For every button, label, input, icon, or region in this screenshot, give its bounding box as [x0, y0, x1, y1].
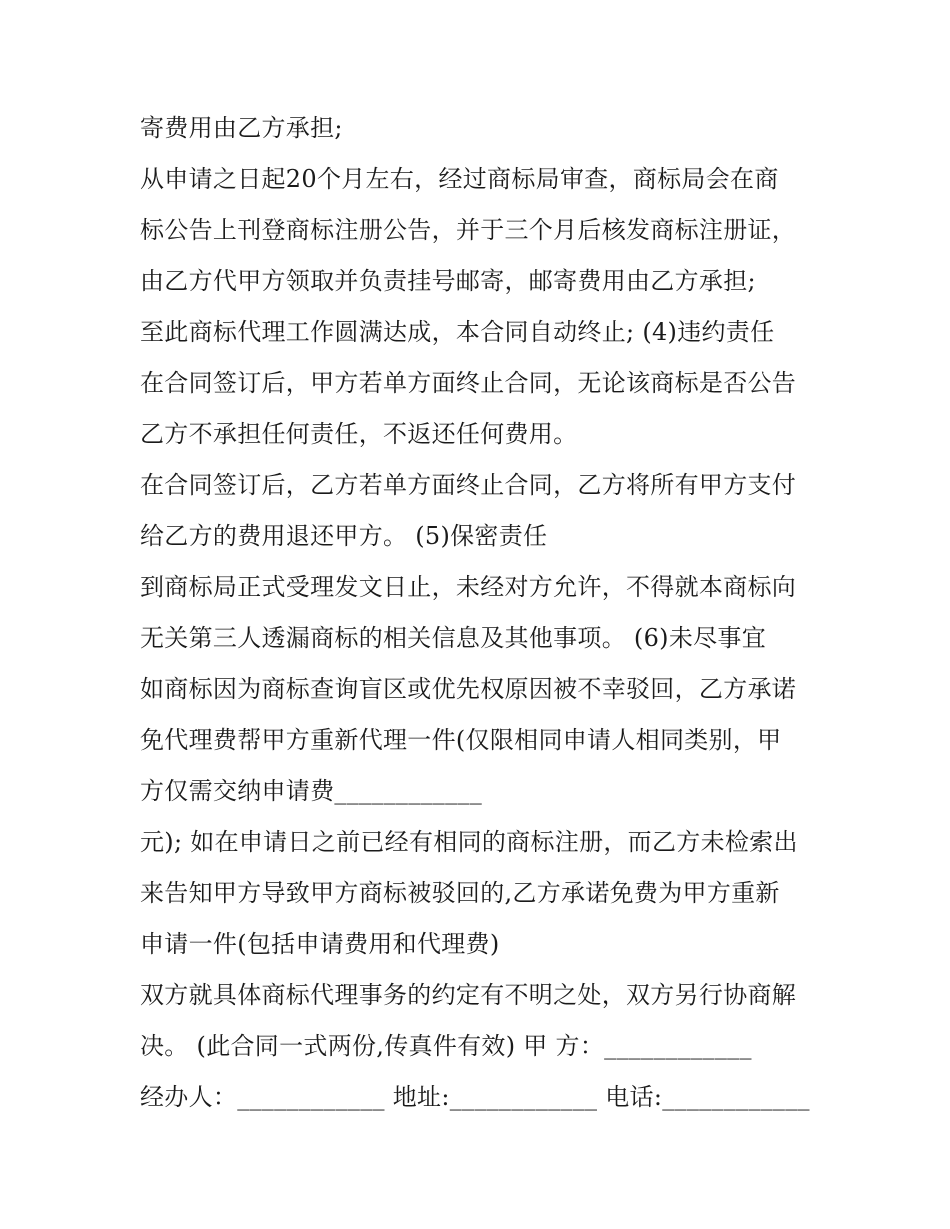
- text-line: 申请一件(包括申请费用和代理费): [140, 930, 500, 958]
- text-line: 标公告上刊登商标注册公告，并于三个月后核发商标注册证，: [140, 216, 797, 244]
- text-line: 元); 如在申请日之前已经有相同的商标注册，而乙方未检索出: [140, 828, 798, 856]
- text-line: 无关第三人透漏商标的相关信息及其他事项。 (6)未尽事宜: [140, 624, 767, 652]
- document-body: [140, 103, 820, 1123]
- text-line: 经办人：____________ 地址:____________ 电话:____________: [140, 1083, 810, 1111]
- text-line: 给乙方的费用退还甲方。 (5)保密责任: [140, 522, 548, 550]
- text-line: 在合同签订后，甲方若单方面终止合同，无论该商标是否公告: [140, 369, 797, 397]
- text-line: 来告知甲方导致甲方商标被驳回的,乙方承诺免费为甲方重新: [140, 879, 780, 907]
- text-line: 免代理费帮甲方重新代理一件(仅限相同申请人相同类别，甲: [140, 726, 782, 754]
- text-line: 在合同签订后，乙方若单方面终止合同，乙方将所有甲方支付: [140, 471, 797, 499]
- text-line: 方仅需交纳申请费____________: [140, 777, 482, 805]
- text-line: 到商标局正式受理发文日止，未经对方允许，不得就本商标向: [140, 573, 797, 601]
- text-line: 至此商标代理工作圆满达成，本合同自动终止; (4)违约责任: [140, 318, 775, 346]
- text-line: 乙方不承担任何责任，不返还任何费用。: [140, 420, 578, 448]
- text-line: 寄费用由乙方承担;: [140, 114, 343, 142]
- text-line: 从申请之日起20个月左右，经过商标局审查，商标局会在商: [140, 165, 779, 193]
- text-line: 双方就具体商标代理事务的约定有不明之处，双方另行协商解: [140, 981, 797, 1009]
- text-line: 如商标因为商标查询盲区或优先权原因被不幸驳回，乙方承诺: [140, 675, 797, 703]
- text-line: 决。 (此合同一式两份,传真件有效) 甲 方：____________: [140, 1032, 752, 1060]
- text-line: 由乙方代甲方领取并负责挂号邮寄，邮寄费用由乙方承担;: [140, 267, 756, 295]
